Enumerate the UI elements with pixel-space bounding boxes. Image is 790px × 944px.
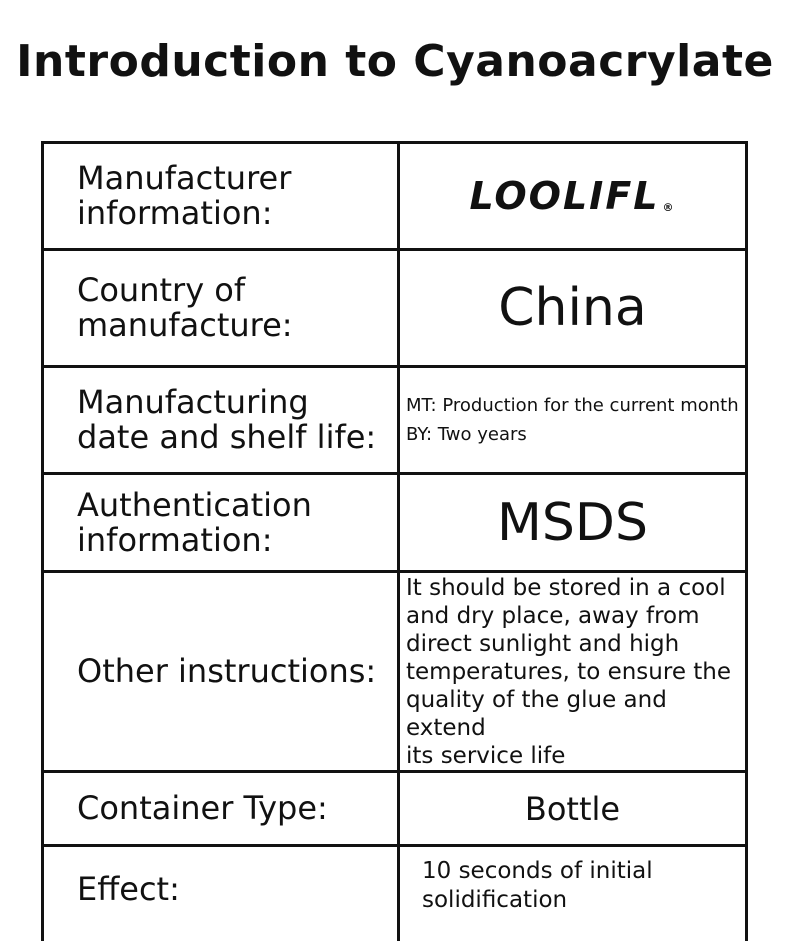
- container-type-value: Bottle: [524, 789, 621, 828]
- effect-label: Effect:: [77, 869, 180, 908]
- brand-logo-text: LOOLIFL: [469, 174, 660, 218]
- other-instructions-label: Other instructions:: [77, 652, 377, 690]
- table-row-effect: [44, 847, 745, 944]
- container-type-label: Container Type:: [77, 789, 328, 827]
- authentication-label: Authentication information:: [77, 485, 312, 559]
- table-row-manufacturing-date: [44, 368, 745, 475]
- manufacturer-label: Manufacturer information:: [77, 159, 292, 232]
- table-row-manufacturer: [44, 144, 745, 251]
- page-title: Introduction to Cyanoacrylate: [16, 36, 774, 87]
- table-row-authentication: [44, 475, 745, 573]
- table-row-container-type: [44, 773, 745, 847]
- brand-logo: [470, 174, 676, 218]
- authentication-value: MSDS: [497, 492, 648, 553]
- effect-value: 10 seconds of initial solidification: [422, 858, 653, 913]
- country-value: China: [498, 278, 647, 338]
- info-table: [41, 141, 748, 941]
- manufacturer-value-cell: [400, 144, 745, 248]
- manufacturing-date-value: MT: Production for the current month BY: Two years: [406, 395, 739, 445]
- table-row-other-instructions: [44, 573, 745, 773]
- other-instructions-value: It should be stored in a cool and dry place, away from direct sunlight and high temperatures, to ensure the quality of the glue and extend its service life: [406, 574, 732, 769]
- table-row-country: [44, 251, 745, 368]
- manufacturing-date-label: Manufacturing date and shelf life:: [77, 383, 377, 456]
- country-label: Country of manufacture:: [77, 271, 293, 344]
- registered-mark: ®: [662, 201, 676, 214]
